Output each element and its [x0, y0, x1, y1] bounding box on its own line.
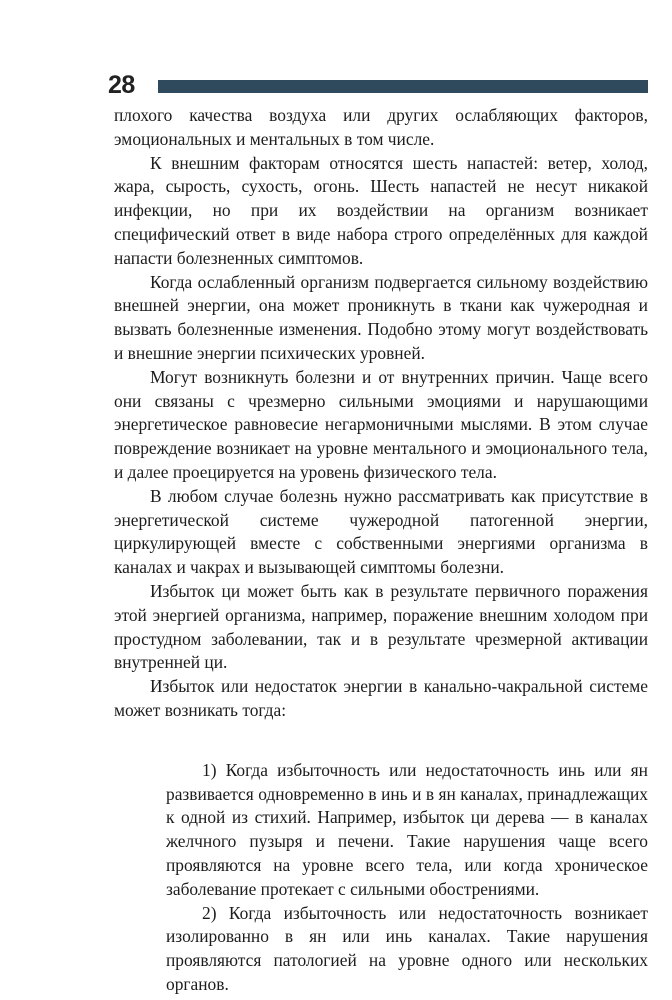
paragraph: В любом случае болезнь нужно рассматривать как присутствие в энергетической системе чужеродной патогенной энергии, циркулирующей вместе с собственными энергиями организма в каналах и чакрах и вызывающей симптомы болезни.	[114, 485, 648, 578]
body-text	[114, 104, 648, 997]
list-item: 2) Когда избыточность или недостаточность возникает изолированно в ян или инь каналах. Такие нарушения проявляются патологией на уровне одного или нескольких органов.	[166, 902, 648, 994]
paragraph: Избыток ци может быть как в результате первичного поражения этой энергией организма, например, поражение внешним холодом при простудном заболевании, так и в результате чрезмерной активации внутренней ци.	[114, 580, 648, 673]
list-item: 1) Когда избыточность или недостаточность инь или ян развивается одновременно в инь и в ян каналах, принадлежащих к одной из стихий. Например, избыток ци дерева — в каналах желчного пузыря и печени. Такие нарушения чаще всего проявляются на уровне всего тела, или когда хроническое заболевание протекает с сильными обострениями.	[166, 759, 648, 899]
paragraph: Избыток или недостаток энергии в канально-чакральной системе может возникать тогда:	[114, 676, 648, 720]
page-number: 28	[108, 71, 135, 99]
paragraph: К внешним факторам относятся шесть напастей: ветер, холод, жара, сырость, сухость, огонь. Шесть напастей не несут никакой инфекции, но при их воздействии на организм возникает специфический ответ в виде набора строго определённых для каждой напасти болезненных симптомов.	[114, 152, 648, 268]
paragraph: Могут возникнуть болезни и от внутренних причин. Чаще всего они связаны с чрезмерно сильными эмоциями и нарушающими энергетическое равновесие негармоничными мыслями. В этом случае повреждение возникает на уровне ментального и эмоционального тела, и далее проецируется на уровень физического тела.	[114, 366, 648, 482]
numbered-list	[114, 759, 648, 997]
paragraph: Когда ослабленный организм подвергается сильному воздействию внешней энергии, она может проникнуть в ткани как чужеродная и вызвать болезненные изменения. Подобно этому могут воздействовать и внешние энергии психических уровней.	[114, 271, 648, 363]
paragraph-continuation: плохого качества воздуха или других ослабляющих факторов, эмоциональных и ментальных в том числе.	[114, 105, 648, 149]
header-rule	[158, 80, 648, 93]
page-header	[108, 68, 648, 102]
